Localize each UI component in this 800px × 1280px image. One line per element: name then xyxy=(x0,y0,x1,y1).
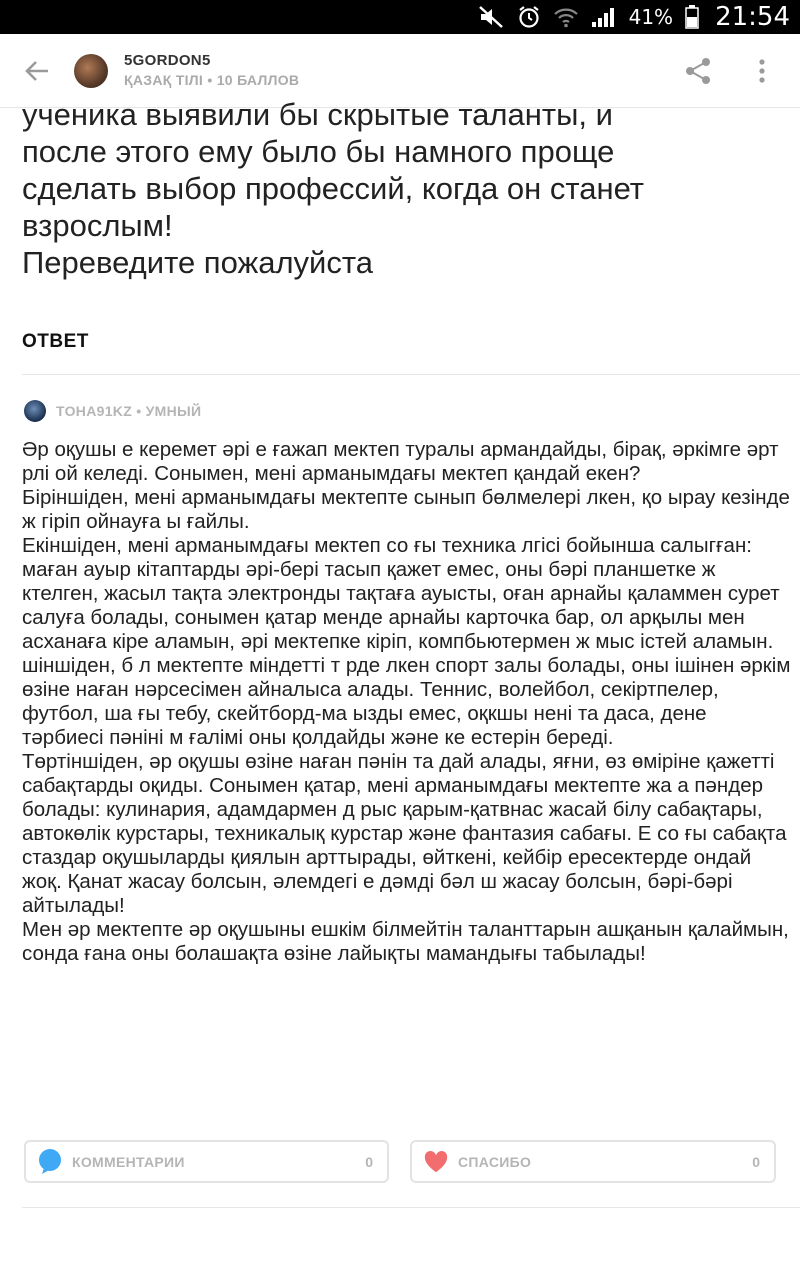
status-bar xyxy=(0,0,800,34)
subject-points: ҚАЗАҚ ТІЛІ • 10 БАЛЛОВ xyxy=(124,72,300,88)
answer-text xyxy=(22,438,792,966)
more-vert-icon[interactable] xyxy=(752,56,772,86)
thanks-button[interactable] xyxy=(410,1140,776,1183)
divider xyxy=(22,374,800,375)
comment-bubble-icon xyxy=(38,1150,62,1174)
thanks-count: 0 xyxy=(752,1153,760,1170)
comments-count: 0 xyxy=(365,1153,373,1170)
answer-author-meta[interactable]: TOHA91KZ • УМНЫЙ xyxy=(56,403,202,419)
answer-paragraph: Әр оқушы е керемет әрі е ғажап мектеп туралы армандайды, бірақ, әркімге әрт рлі ой келеді. Сонымен, мені арманымдағы мектеп қандай екен? xyxy=(22,438,779,485)
question-line: сделать выбор профессий, когда он станет xyxy=(22,171,644,206)
battery-percent: 41% xyxy=(628,5,674,29)
answer-paragraph: Төртіншіден, әр оқушы өзіне наған пәнін та дай алады, яғни, өз өміріне қажетті сабақтарды оқиды. Сонымен қатар, мені арманымдағы мектепте жа а пәндер болады: кулинария, адамдармен д рыс қарым-қатвнас жасай білу сабақтары, автокөлік курстары, техникалық курстар және фантазия сабағы. Е со ғы сабақта стаздар оқушыларды қиялын арттырады, өйткені, кейбір ересектерде ондай жоқ. Қанат жасау болсын, әлемдегі е дәмді бәл ш жасау болсын, бәрі-бәрі айтылады! xyxy=(22,750,787,917)
share-icon[interactable] xyxy=(684,56,712,86)
alarm-icon xyxy=(517,5,541,29)
comments-button[interactable] xyxy=(24,1140,389,1183)
answer-heading: ОТВЕТ xyxy=(22,331,89,352)
answer-paragraph: Мен әр мектепте әр оқушыны ешкім білмейтін таланттарын ашқанын қалаймын, сонда ғана оны болашақта өзіне лайықты мамандығы табылады! xyxy=(22,918,789,965)
question-line: взрослым! xyxy=(22,208,173,243)
question-text xyxy=(22,96,792,281)
avatar[interactable] xyxy=(74,54,108,88)
question-author[interactable]: 5GORDON5 xyxy=(124,52,211,69)
answer-paragraph: Біріншіден, мені арманымдағы мектепте сынып бөлмелері лкен, қо ырау кезінде ж гіріп ойнауға ы ғайлы. xyxy=(22,486,790,533)
battery-icon xyxy=(685,5,699,29)
answer-paragraph: шіншіден, б л мектепте міндетті т рде лкен спорт залы болады, оны ішінен әркім өзіне наған нәрсесімен айналыса алады. Теннис, волейбол, секіртпелер, футбол, ша ғы тебу, скейтборд-ма ызды емес, оқкшы нені та даса, дене тәрбиесі пәніні м ғалімі оны қолдайды және ке естерін береді. xyxy=(22,654,791,749)
divider xyxy=(22,1207,800,1208)
back-arrow-icon[interactable] xyxy=(22,56,52,86)
question-line: после этого ему было бы намного проще xyxy=(22,134,615,169)
comments-label: КОММЕНТАРИИ xyxy=(72,1153,185,1170)
mute-icon xyxy=(479,5,505,29)
signal-icon xyxy=(591,5,617,29)
heart-icon xyxy=(424,1150,448,1174)
thanks-label: СПАСИБО xyxy=(458,1153,532,1170)
answer-paragraph: Екіншіден, мені арманымдағы мектеп со ғы техника лгісі бойынша салыгған: маған ауыр кітаптарды әрі-бері тасып қажет емес, оны бәрі планшетке ж ктелген, жасыл тақта электронды тақтаға ауысты, оған арнайы қаламмен сурет салуға болады, сонымен қатар менде арнайы карточка бар, ол арқылы мен асханаға кіре аламын, әрі мектепке кіріп, компбьютермен ж мыс істей аламын. xyxy=(22,534,780,653)
question-line: Переведите пожалуйста xyxy=(22,245,373,280)
wifi-icon xyxy=(553,5,579,29)
answer-author-avatar[interactable] xyxy=(24,400,46,422)
clock: 21:54 xyxy=(715,2,790,32)
question-line: ученика выявили бы скрытые таланты, и xyxy=(22,97,613,132)
